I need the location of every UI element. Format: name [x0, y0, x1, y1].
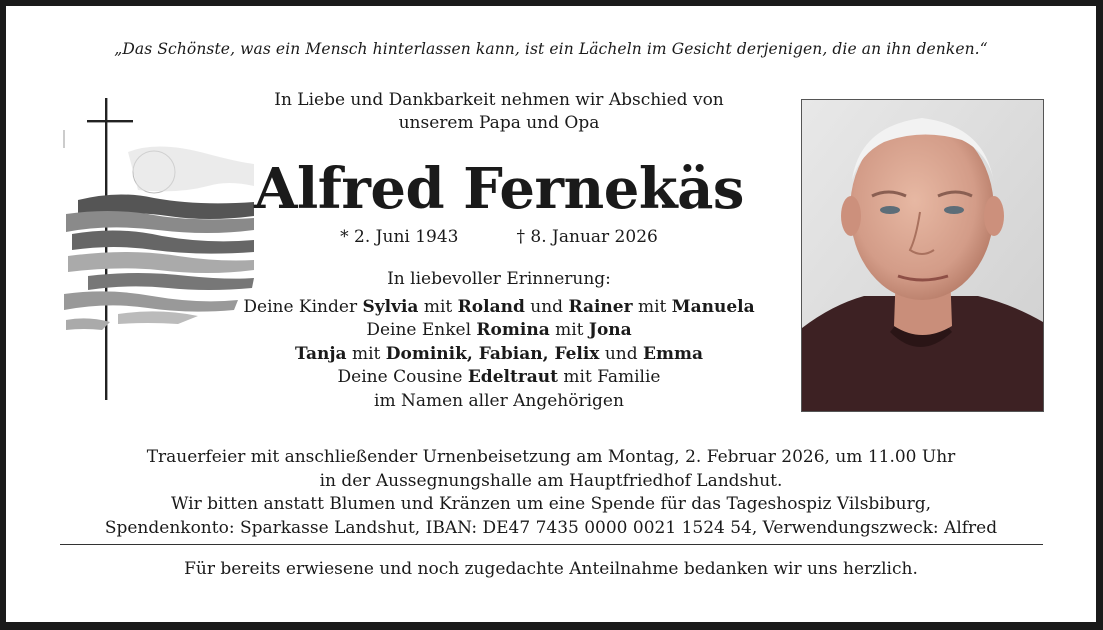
info-line-3: Wir bitten anstatt Blumen und Kränzen um eine Spende für das Tageshospiz Vilsbiburg,: [171, 494, 931, 514]
mourners-line-cousin: [176, 366, 822, 390]
info-line-1: Trauerfeier mit anschließender Urnenbeisetzung am Montag, 2. Februar 2026, um 11.00 Uhr: [146, 447, 956, 467]
info-line-2: in der Aussegnungshalle am Hauptfriedhof Landshut.: [319, 470, 783, 491]
mourner-name: Roland: [457, 296, 525, 317]
portrait-photo: [801, 99, 1044, 412]
intro-line-2: unserem Papa und Opa: [398, 113, 600, 133]
mourner-name: Sylvia: [362, 296, 419, 317]
funeral-information: [6, 446, 1096, 540]
mourner-name: Rainer: [568, 296, 633, 317]
mourners-heading: In liebevoller Erinnerung:: [387, 269, 611, 289]
life-dates: [206, 227, 792, 247]
obituary-card: [6, 6, 1096, 622]
mourners-line-grandchildren-2: [176, 343, 822, 367]
mourner-name: Emma: [643, 343, 703, 364]
text: mit Familie: [558, 367, 661, 387]
death-date: † 8. Januar 2026: [516, 227, 658, 247]
thanks-text: Für bereits erwiesene und noch zugedachte Anteilnahme bedanken wir uns herzlich.: [184, 559, 918, 579]
mourner-name: Romina: [476, 320, 550, 340]
mourners-line-children: [176, 296, 822, 320]
portrait-illustration: [802, 100, 1043, 411]
text: mit: [418, 296, 458, 317]
intro-text: [206, 89, 792, 135]
mourner-name: Jona: [588, 320, 632, 340]
mourners-line-grandchildren-1: [176, 319, 822, 343]
memorial-quote: „Das Schönste, was ein Mensch hinterlassen kann, ist ein Lächeln im Gesicht derjenigen, die an ihn denken.“: [114, 40, 988, 58]
mourner-name: Dominik, Fabian, Felix: [385, 343, 600, 364]
text: und: [524, 296, 569, 317]
text: mit: [346, 343, 386, 364]
text: Deine Kinder: [243, 296, 363, 317]
text: und: [599, 343, 644, 364]
text: Deine Enkel: [366, 320, 477, 340]
mourners-list: [176, 268, 822, 413]
text: mit: [632, 296, 672, 317]
birth-date: * 2. Juni 1943: [340, 227, 459, 247]
mourners-line-relatives: im Namen aller Angehörigen: [374, 390, 624, 411]
intro-line-1: In Liebe und Dankbarkeit nehmen wir Abschied von: [274, 90, 724, 110]
mourner-name: Tanja: [294, 343, 347, 364]
mourner-name: Edeltraut: [467, 367, 558, 387]
info-line-4: Spendenkonto: Sparkasse Landshut, IBAN: DE47 7435 0000 0021 1524 54, Verwendungszweck: Alfred: [104, 517, 998, 538]
divider: [60, 544, 1043, 545]
text: Deine Cousine: [337, 367, 468, 387]
text: mit: [549, 320, 589, 340]
deceased-name: Alfred Fernekäs: [254, 156, 744, 222]
mourner-name: Manuela: [671, 296, 755, 317]
